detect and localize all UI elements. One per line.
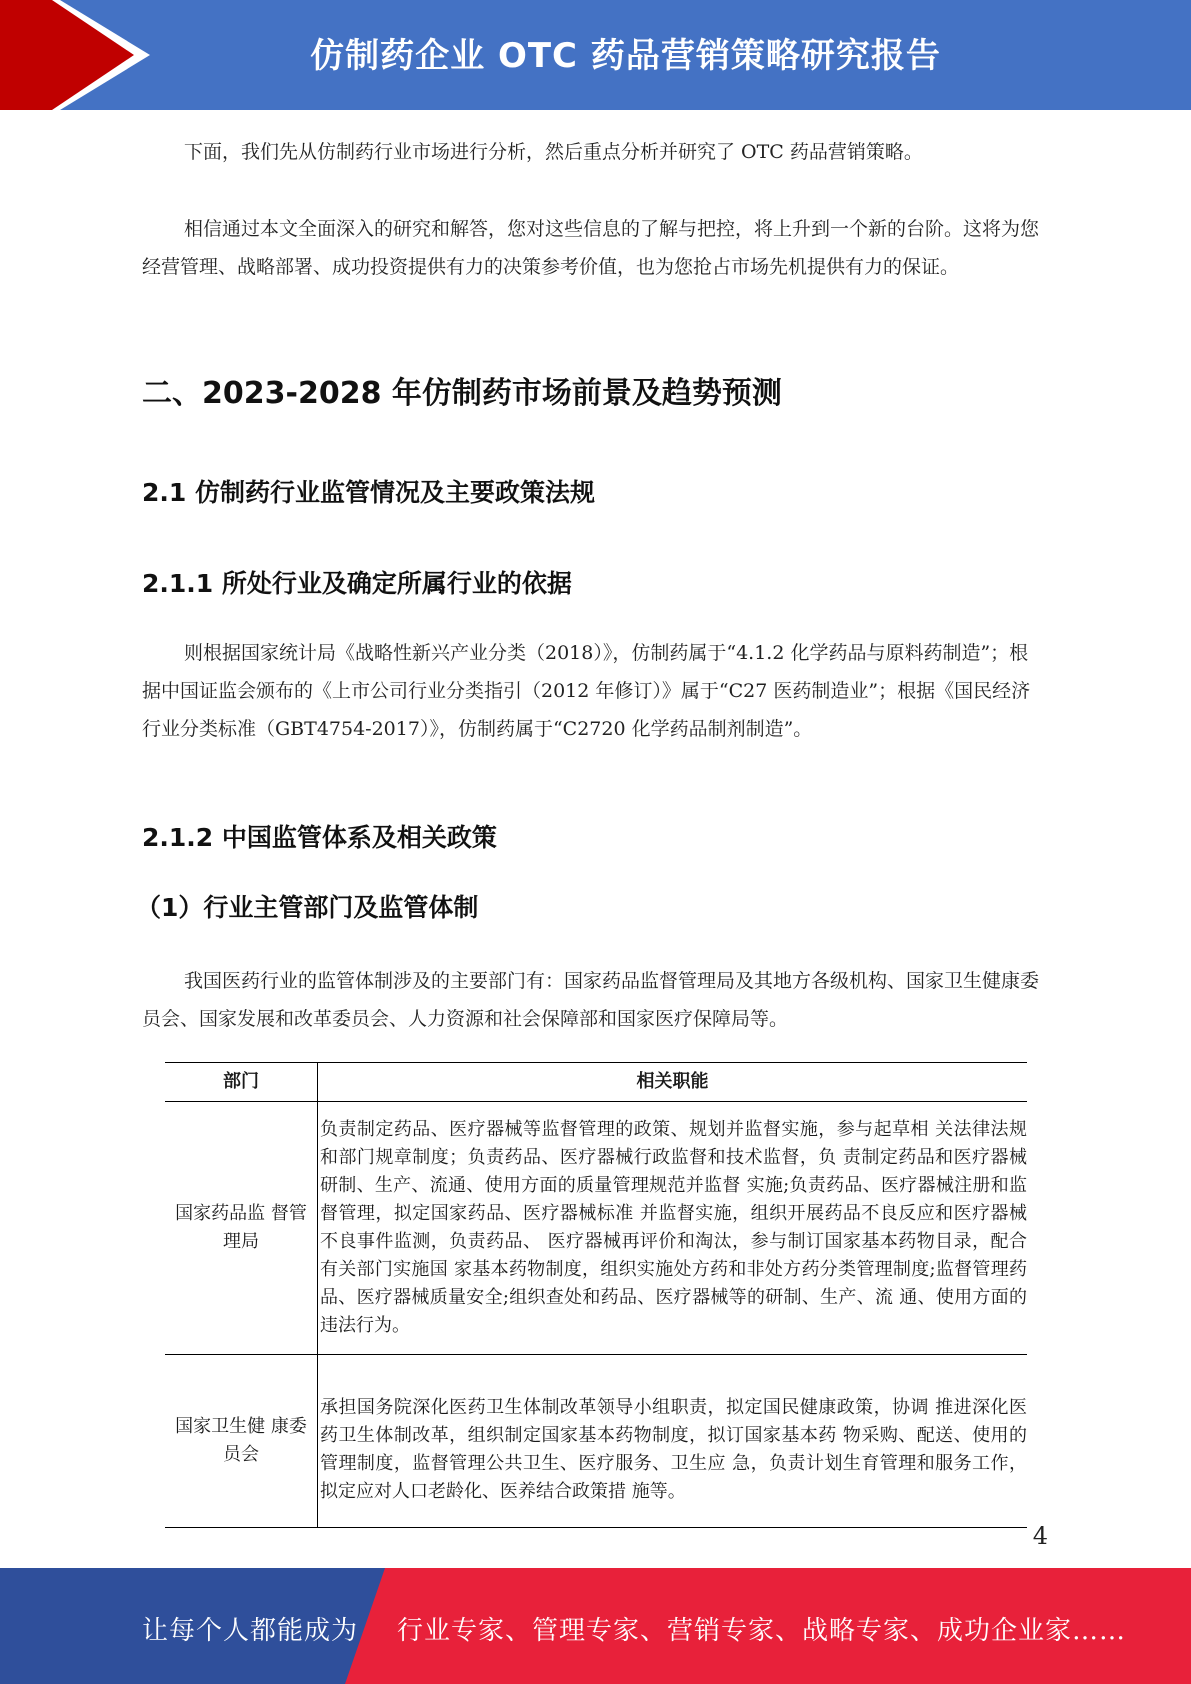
dept-cell: 国家药品监 督管理局 bbox=[165, 1102, 318, 1355]
regulatory-table bbox=[165, 1062, 1027, 1528]
column-header-dept: 部门 bbox=[165, 1063, 318, 1102]
subsection-1-body: 我国医药行业的监管体制涉及的主要部门有：国家药品监督管理局及其地方各级机构、国家卫生健康委员会、国家发展和改革委员会、人力资源和社会保障部和国家医疗保障局等。 bbox=[142, 970, 1040, 1030]
page-footer bbox=[0, 1568, 1191, 1684]
duty-cell: 承担国务院深化医药卫生体制改革领导小组职责，拟定国民健康政策，协调 推进深化医药卫生体制改革，组织制定国家基本药物制度，拟订国家基本药 物采购、配送、使用的管理制度，监督管理公共卫生、医疗服务、卫生应 急，负责计划生育管理和服务工作，拟定应对人口老龄化、医养结合政策措 施等。 bbox=[318, 1355, 1028, 1528]
table-row bbox=[165, 1102, 1027, 1355]
section-2-1-heading: 2.1 仿制药行业监管情况及主要政策法规 bbox=[142, 478, 595, 507]
dept-cell: 国家卫生健 康委员会 bbox=[165, 1355, 318, 1528]
intro-paragraph-2: 相信通过本文全面深入的研究和解答，您对这些信息的了解与把控，将上升到一个新的台阶。这将为您经营管理、战略部署、成功投资提供有力的决策参考价值，也为您抢占市场先机提供有力的保证。 bbox=[142, 218, 1040, 278]
section-2-1-1-heading: 2.1.1 所处行业及确定所属行业的依据 bbox=[142, 569, 572, 598]
section-2-heading: 二、2023-2028 年仿制药市场前景及趋势预测 bbox=[142, 376, 782, 411]
section-2-1-1-body: 则根据国家统计局《战略性新兴产业分类（2018）》，仿制药属于“4.1.2 化学药品与原料药制造”；根据中国证监会颁布的《上市公司行业分类指引（2012 年修订）》属于“C27 医药制造业”；根据《国民经济行业分类标准（GBT4754-2017）》，仿制药属于“C2720 化学药品制剂制造”。 bbox=[142, 642, 1031, 740]
column-header-duty: 相关职能 bbox=[318, 1063, 1028, 1102]
section-2-1-2-heading: 2.1.2 中国监管体系及相关政策 bbox=[142, 823, 497, 852]
subsection-1-heading: （1）行业主管部门及监管体制 bbox=[136, 893, 479, 922]
report-title: 仿制药企业 OTC 药品营销策略研究报告 bbox=[310, 36, 941, 76]
table-header-row bbox=[165, 1063, 1027, 1102]
intro-paragraph-1: 下面，我们先从仿制药行业市场进行分析，然后重点分析并研究了 OTC 药品营销策略。 bbox=[184, 141, 923, 163]
table-row bbox=[165, 1355, 1027, 1528]
footer-slogan-left: 让每个人都能成为 bbox=[142, 1616, 359, 1646]
page-header bbox=[0, 0, 1191, 110]
page-number: 4 bbox=[1032, 1522, 1048, 1550]
duty-cell: 负责制定药品、医疗器械等监督管理的政策、规划并监督实施，参与起草相 关法律法规和部门规章制度；负责药品、医疗器械行政监督和技术监督，负 责制定药品和医疗器械研制、生产、流通、使用方面的质量管理规范并监督 实施;负责药品、医疗器械注册和监督管理，拟定国家药品、医疗器械标准 并监督实施，组织开展药品不良反应和医疗器械不良事件监测，负责药品、 医疗器械再评价和淘汰，参与制订国家基本药物目录，配合有关部门实施国 家基本药物制度，组织实施处方药和非处方药分类管理制度;监督管理药 品、医疗器械质量安全;组织查处和药品、医疗器械等的研制、生产、流 通、使用方面的违法行为。 bbox=[318, 1102, 1028, 1355]
footer-slogan-right: 行业专家、管理专家、营销专家、战略专家、成功企业家…… bbox=[397, 1616, 1127, 1646]
